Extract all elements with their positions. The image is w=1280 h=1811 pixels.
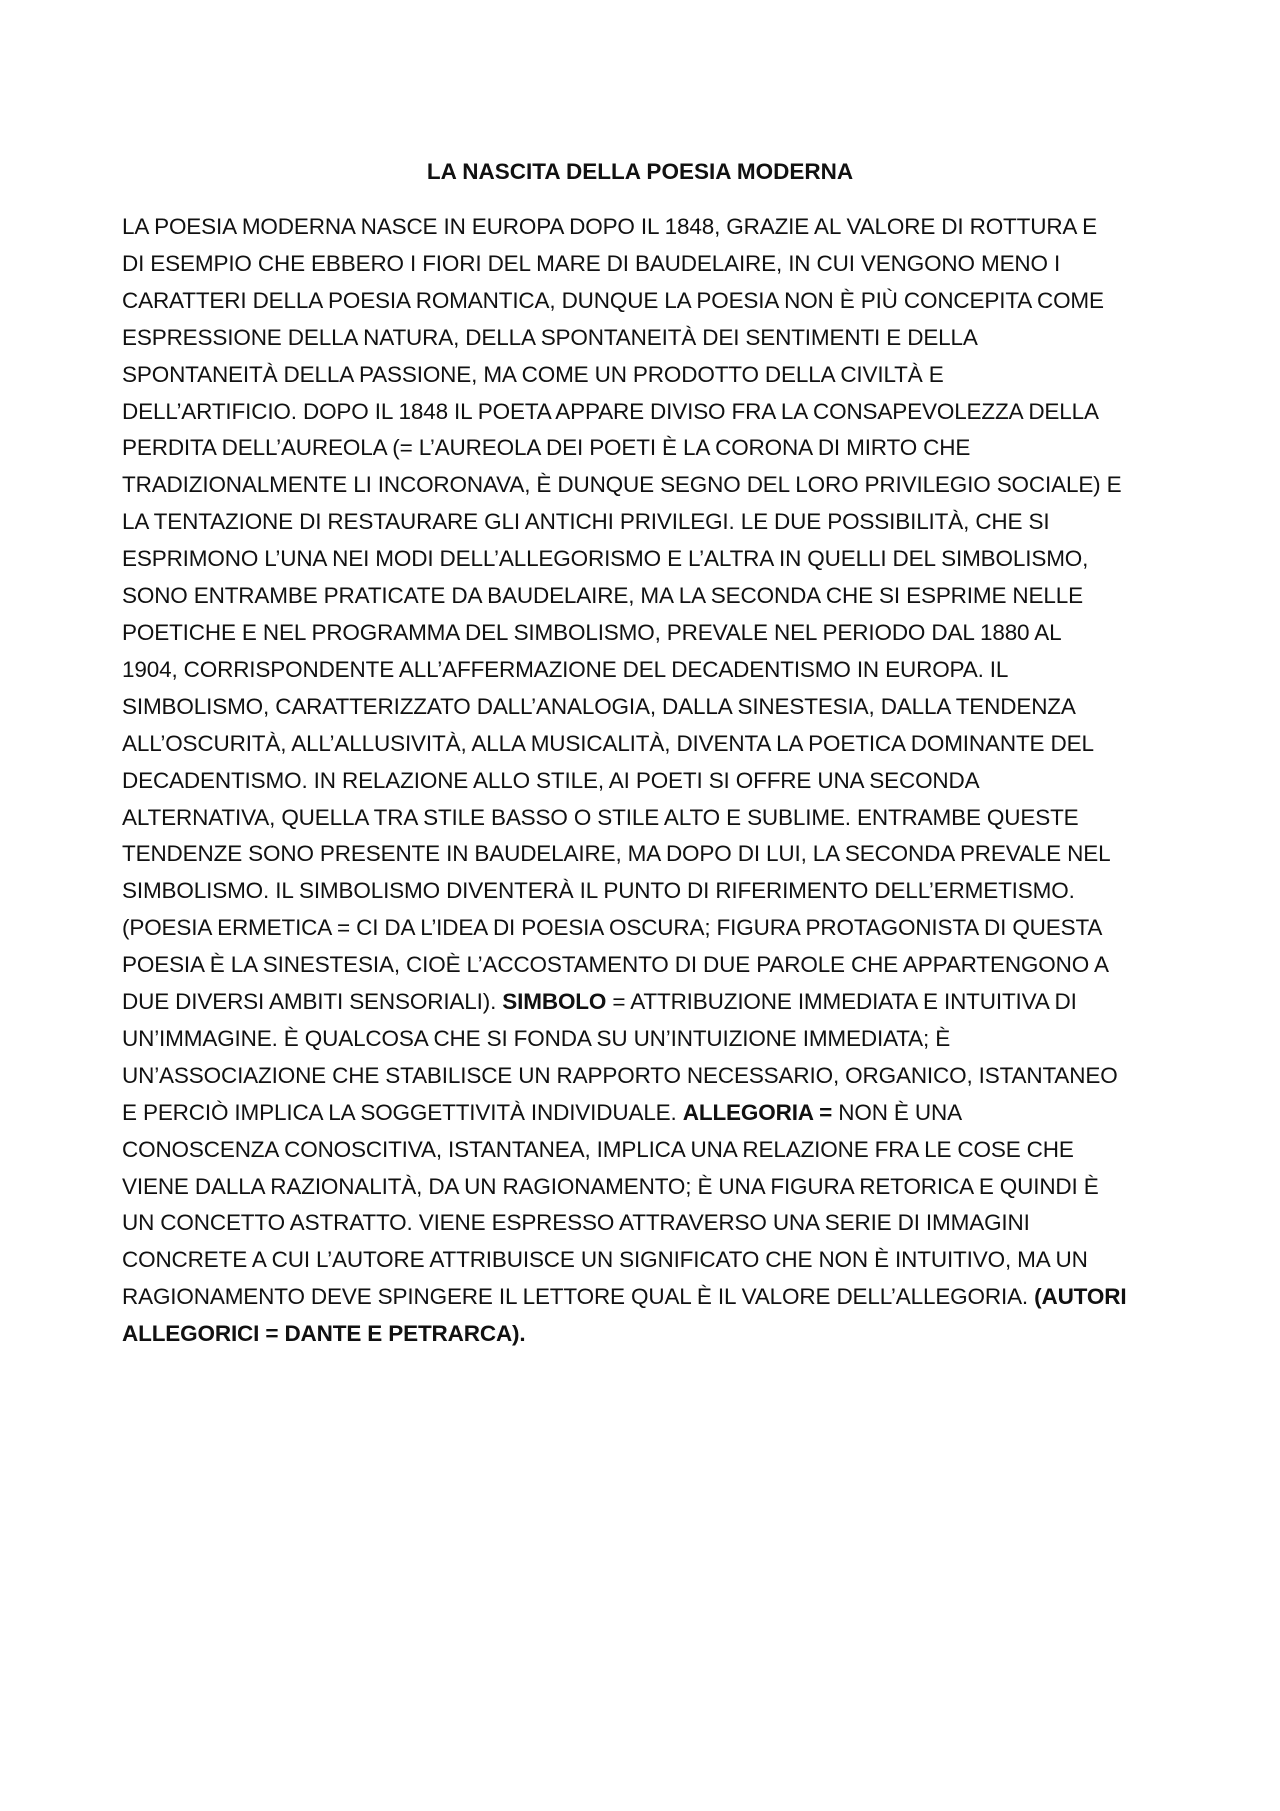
text-line [122,615,1167,652]
text-segment: RAGIONAMENTO DEVE SPINGERE IL LETTORE QUAL È IL VALORE DELL’ALLEGORIA. [122,1284,1035,1310]
text-line [122,726,1167,763]
bold-term: ALLEGORIA = [682,1099,833,1125]
text-line [122,504,1167,541]
text-line [122,394,1167,431]
text-segment: 1904, CORRISPONDENTE ALL’AFFERMAZIONE DEL DECADENTISMO IN EUROPA. IL [122,656,1009,682]
text-segment: DUE DIVERSI AMBITI SENSORIALI). [122,989,503,1015]
text-segment: SPONTANEITÀ DELLA PASSIONE, MA COME UN PRODOTTO DELLA CIVILTÀ E [122,361,944,387]
text-line [122,763,1167,800]
text-line [122,984,1167,1021]
text-line [122,1316,1167,1353]
text-line [122,430,1167,467]
text-line [122,1058,1167,1095]
text-line [122,541,1167,578]
text-line [122,652,1167,689]
text-line [122,1242,1167,1279]
text-segment: CONCRETE A CUI L’AUTORE ATTRIBUISCE UN SIGNIFICATO CHE NON È INTUITIVO, MA UN [122,1247,1088,1273]
text-segment: UN’ASSOCIAZIONE CHE STABILISCE UN RAPPORTO NECESSARIO, ORGANICO, ISTANTANEO [122,1062,1118,1088]
text-segment: NON È UNA [832,1099,962,1125]
text-line [122,209,1167,246]
text-segment: PERDITA DELL’AUREOLA (= L’AUREOLA DEI POETI È LA CORONA DI MIRTO CHE [122,435,971,461]
text-line [122,947,1167,984]
text-line [122,467,1167,504]
text-line [122,246,1167,283]
text-segment: DECADENTISMO. IN RELAZIONE ALLO STILE, AI POETI SI OFFRE UNA SECONDA [122,767,980,793]
text-segment: = ATTRIBUZIONE IMMEDIATA E INTUITIVA DI [606,989,1077,1015]
text-line [122,689,1167,726]
text-segment: LA TENTAZIONE DI RESTAURARE GLI ANTICHI PRIVILEGI. LE DUE POSSIBILITÀ, CHE SI [122,509,1050,535]
text-line [122,320,1167,357]
text-segment: (POESIA ERMETICA = CI DA L’IDEA DI POESIA OSCURA; FIGURA PROTAGONISTA DI QUESTA [122,915,1103,941]
text-segment: POESIA È LA SINESTESIA, CIOÈ L’ACCOSTAMENTO DI DUE PAROLE CHE APPARTENGONO A [122,952,1109,978]
text-segment: SIMBOLISMO. IL SIMBOLISMO DIVENTERÀ IL PUNTO DI RIFERIMENTO DELL’ERMETISMO. [122,878,1075,904]
text-line [122,578,1167,615]
body-paragraph [122,209,1167,1353]
text-segment: ALTERNATIVA, QUELLA TRA STILE BASSO O STILE ALTO E SUBLIME. ENTRAMBE QUESTE [122,804,1079,830]
text-segment: ESPRESSIONE DELLA NATURA, DELLA SPONTANEITÀ DEI SENTIMENTI E DELLA [122,324,978,350]
text-segment: VIENE DALLA RAZIONALITÀ, DA UN RAGIONAMENTO; È UNA FIGURA RETORICA E QUINDI È [122,1173,1099,1199]
text-segment: DI ESEMPIO CHE EBBERO I FIORI DEL MARE DI BAUDELAIRE, IN CUI VENGONO MENO I [122,250,1061,276]
text-line [122,1169,1167,1206]
text-line [122,1095,1167,1132]
text-line [122,836,1167,873]
text-segment: CARATTERI DELLA POESIA ROMANTICA, DUNQUE LA POESIA NON È PIÙ CONCEPITA COME [122,287,1104,313]
text-segment: E PERCIÒ IMPLICA LA SOGGETTIVITÀ INDIVIDUALE. [122,1099,683,1125]
text-segment: TENDENZE SONO PRESENTE IN BAUDELAIRE, MA DOPO DI LUI, LA SECONDA PREVALE NEL [122,841,1111,867]
text-segment: SONO ENTRAMBE PRATICATE DA BAUDELAIRE, MA LA SECONDA CHE SI ESPRIME NELLE [122,583,1083,609]
text-line [122,873,1167,910]
text-segment: LA POESIA MODERNA NASCE IN EUROPA DOPO IL 1848, GRAZIE AL VALORE DI ROTTURA E [122,214,1098,239]
bold-term: (AUTORI [1034,1284,1127,1310]
text-segment: TRADIZIONALMENTE LI INCORONAVA, È DUNQUE SEGNO DEL LORO PRIVILEGIO SOCIALE) E [122,472,1122,498]
text-line [122,357,1167,394]
bold-term: ALLEGORICI = DANTE E PETRARCA). [122,1321,526,1347]
text-segment: SIMBOLISMO, CARATTERIZZATO DALL’ANALOGIA, DALLA SINESTESIA, DALLA TENDENZA [122,693,1076,719]
text-segment: DELL’ARTIFICIO. DOPO IL 1848 IL POETA APPARE DIVISO FRA LA CONSAPEVOLEZZA DELLA [122,398,1099,424]
text-segment: CONOSCENZA CONOSCITIVA, ISTANTANEA, IMPLICA UNA RELAZIONE FRA LE COSE CHE [122,1136,1074,1162]
text-line [122,1021,1167,1058]
bold-term: SIMBOLO [502,989,607,1015]
text-line [122,1279,1167,1316]
text-line [122,283,1167,320]
text-segment: UN’IMMAGINE. È QUALCOSA CHE SI FONDA SU UN’INTUIZIONE IMMEDIATA; È [122,1025,951,1051]
text-segment: ESPRIMONO L’UNA NEI MODI DELL’ALLEGORISMO E L’ALTRA IN QUELLI DEL SIMBOLISMO, [122,546,1089,572]
text-segment: POETICHE E NEL PROGRAMMA DEL SIMBOLISMO, PREVALE NEL PERIODO DAL 1880 AL [122,619,1062,645]
text-line [122,1132,1167,1169]
text-line [122,1205,1167,1242]
text-segment: ALL’OSCURITÀ, ALL’ALLUSIVITÀ, ALLA MUSICALITÀ, DIVENTA LA POETICA DOMINANTE DEL [122,730,1094,756]
page-title: LA NASCITA DELLA POESIA MODERNA [426,159,854,184]
text-line [122,800,1167,837]
text-segment: UN CONCETTO ASTRATTO. VIENE ESPRESSO ATTRAVERSO UNA SERIE DI IMMAGINI [122,1210,1030,1236]
text-line [122,910,1167,947]
